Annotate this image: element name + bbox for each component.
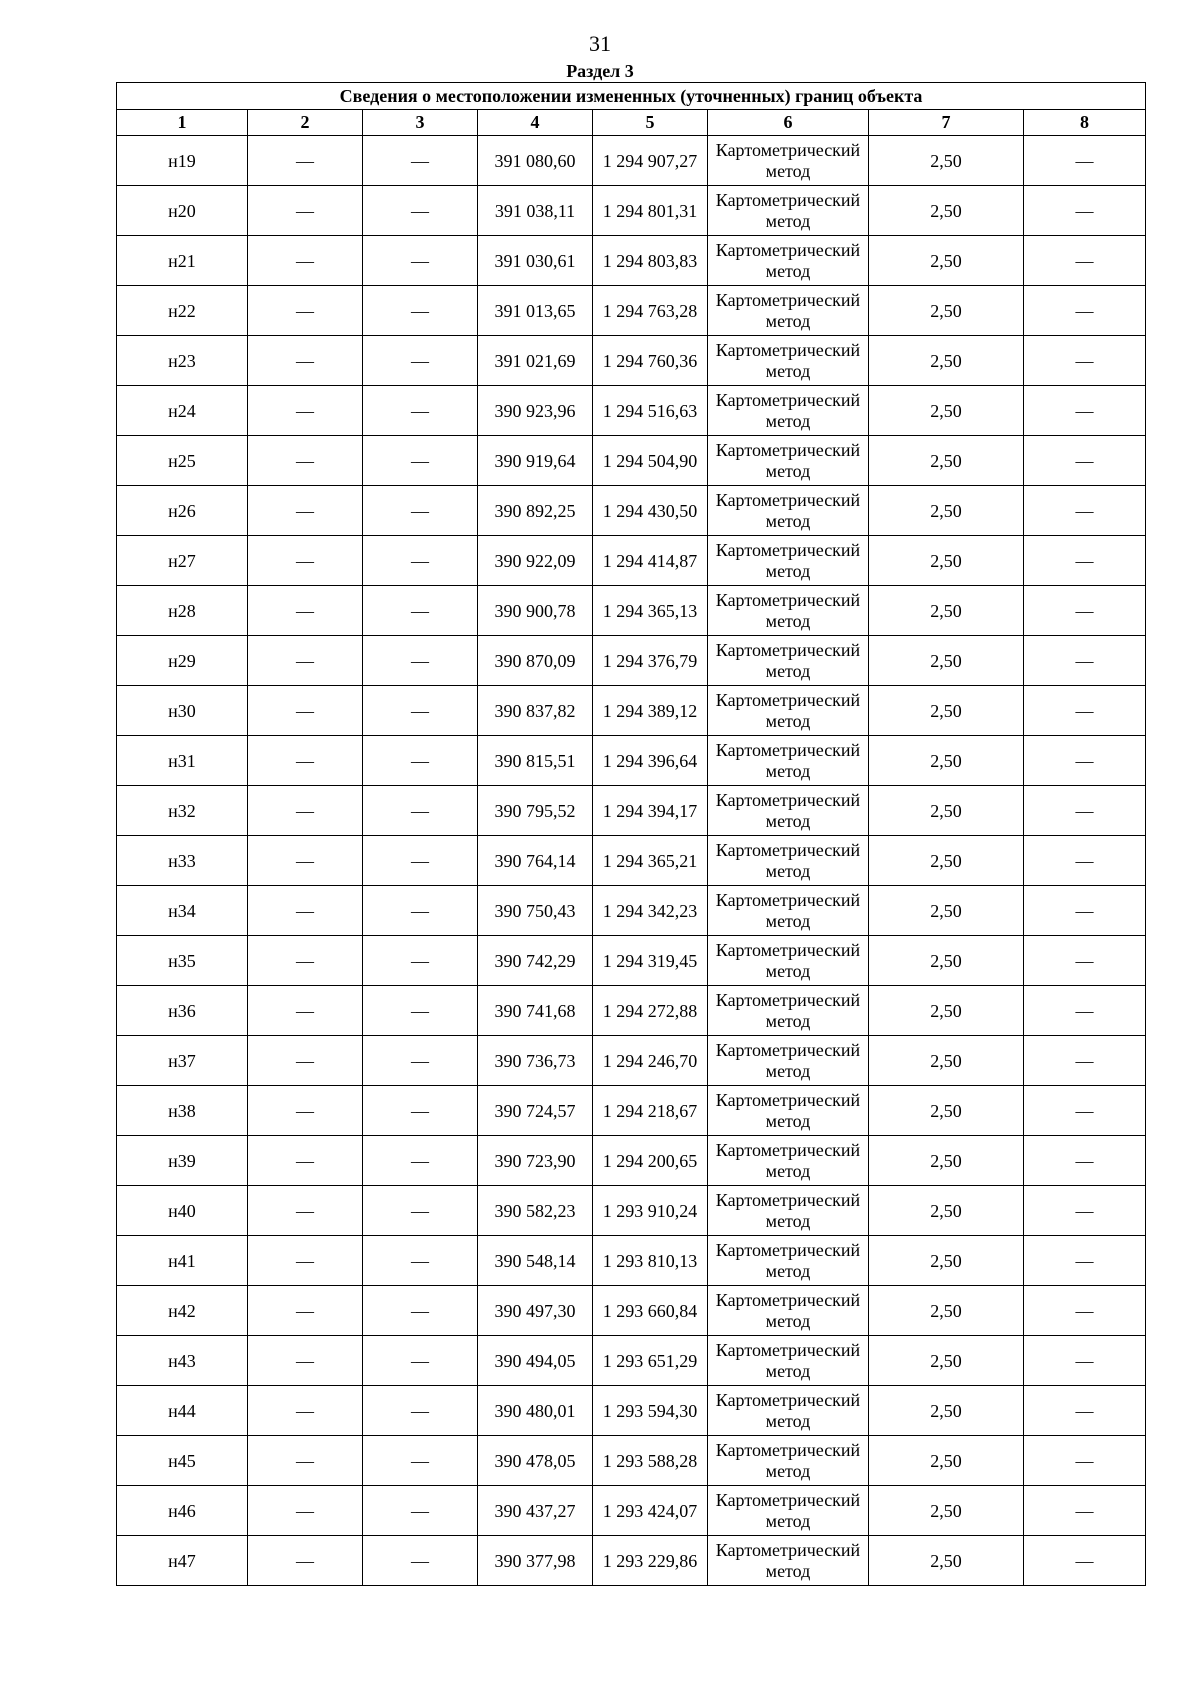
col8-cell: — — [1024, 1336, 1146, 1386]
table-row — [117, 136, 1146, 186]
y-coordinate-cell: 1 294 376,79 — [593, 636, 708, 686]
accuracy-cell: 2,50 — [869, 1086, 1024, 1136]
col8-cell: — — [1024, 136, 1146, 186]
col3-cell: — — [363, 886, 478, 936]
table-row — [117, 1236, 1146, 1286]
col8-cell: — — [1024, 336, 1146, 386]
method-cell: Картометрический метод — [708, 1036, 869, 1086]
col3-cell: — — [363, 336, 478, 386]
table-row — [117, 586, 1146, 636]
y-coordinate-cell: 1 294 272,88 — [593, 986, 708, 1036]
col2-cell: — — [248, 1436, 363, 1486]
col8-cell: — — [1024, 886, 1146, 936]
y-coordinate-cell: 1 294 760,36 — [593, 336, 708, 386]
x-coordinate-cell: 390 900,78 — [478, 586, 593, 636]
point-id-cell: н43 — [117, 1336, 248, 1386]
y-coordinate-cell: 1 294 803,83 — [593, 236, 708, 286]
method-cell: Картометрический метод — [708, 686, 869, 736]
table-row — [117, 1136, 1146, 1186]
col3-cell: — — [363, 936, 478, 986]
accuracy-cell: 2,50 — [869, 1386, 1024, 1436]
accuracy-cell: 2,50 — [869, 636, 1024, 686]
table-row — [117, 1486, 1146, 1536]
col2-cell: — — [248, 686, 363, 736]
y-coordinate-cell: 1 294 389,12 — [593, 686, 708, 736]
col2-cell: — — [248, 436, 363, 486]
x-coordinate-cell: 390 764,14 — [478, 836, 593, 886]
col2-cell: — — [248, 1086, 363, 1136]
y-coordinate-cell: 1 294 319,45 — [593, 936, 708, 986]
point-id-cell: н32 — [117, 786, 248, 836]
point-id-cell: н33 — [117, 836, 248, 886]
accuracy-cell: 2,50 — [869, 1286, 1024, 1336]
col3-cell: — — [363, 636, 478, 686]
col2-cell: — — [248, 536, 363, 586]
table-row — [117, 886, 1146, 936]
col8-cell: — — [1024, 186, 1146, 236]
col3-cell: — — [363, 236, 478, 286]
method-cell: Картометрический метод — [708, 1536, 869, 1586]
point-id-cell: н21 — [117, 236, 248, 286]
y-coordinate-cell: 1 294 907,27 — [593, 136, 708, 186]
col8-cell: — — [1024, 1186, 1146, 1236]
col8-cell: — — [1024, 1386, 1146, 1436]
col3-cell: — — [363, 586, 478, 636]
accuracy-cell: 2,50 — [869, 1136, 1024, 1186]
col2-cell: — — [248, 1036, 363, 1086]
col8-cell: — — [1024, 1086, 1146, 1136]
col2-cell: — — [248, 986, 363, 1036]
accuracy-cell: 2,50 — [869, 436, 1024, 486]
y-coordinate-cell: 1 294 763,28 — [593, 286, 708, 336]
col3-cell: — — [363, 1186, 478, 1236]
accuracy-cell: 2,50 — [869, 486, 1024, 536]
table-row — [117, 986, 1146, 1036]
method-cell: Картометрический метод — [708, 1086, 869, 1136]
col8-cell: — — [1024, 1486, 1146, 1536]
col3-cell: — — [363, 1486, 478, 1536]
y-coordinate-cell: 1 294 342,23 — [593, 886, 708, 936]
col3-cell: — — [363, 1336, 478, 1386]
col3-cell: — — [363, 536, 478, 586]
table-header-row — [117, 110, 1146, 136]
y-coordinate-cell: 1 294 396,64 — [593, 736, 708, 786]
x-coordinate-cell: 390 922,09 — [478, 536, 593, 586]
point-id-cell: н22 — [117, 286, 248, 336]
point-id-cell: н25 — [117, 436, 248, 486]
y-coordinate-cell: 1 293 810,13 — [593, 1236, 708, 1286]
y-coordinate-cell: 1 294 246,70 — [593, 1036, 708, 1086]
x-coordinate-cell: 390 494,05 — [478, 1336, 593, 1386]
col8-cell: — — [1024, 236, 1146, 286]
method-cell: Картометрический метод — [708, 486, 869, 536]
col2-cell: — — [248, 736, 363, 786]
column-header-3: 3 — [363, 110, 478, 136]
column-header-6: 6 — [708, 110, 869, 136]
x-coordinate-cell: 391 013,65 — [478, 286, 593, 336]
x-coordinate-cell: 390 548,14 — [478, 1236, 593, 1286]
col8-cell: — — [1024, 836, 1146, 886]
page-number: 31 — [589, 31, 611, 56]
method-cell: Картометрический метод — [708, 736, 869, 786]
col3-cell: — — [363, 1536, 478, 1586]
col2-cell: — — [248, 586, 363, 636]
point-id-cell: н26 — [117, 486, 248, 536]
col2-cell: — — [248, 186, 363, 236]
col2-cell: — — [248, 886, 363, 936]
x-coordinate-cell: 390 437,27 — [478, 1486, 593, 1536]
table-row — [117, 686, 1146, 736]
table-row — [117, 336, 1146, 386]
column-header-5: 5 — [593, 110, 708, 136]
method-cell: Картометрический метод — [708, 386, 869, 436]
method-cell: Картометрический метод — [708, 1486, 869, 1536]
accuracy-cell: 2,50 — [869, 586, 1024, 636]
col3-cell: — — [363, 1386, 478, 1436]
x-coordinate-cell: 390 582,23 — [478, 1186, 593, 1236]
method-cell: Картометрический метод — [708, 1386, 869, 1436]
col8-cell: — — [1024, 1286, 1146, 1336]
table-row — [117, 386, 1146, 436]
col3-cell: — — [363, 436, 478, 486]
col3-cell: — — [363, 736, 478, 786]
method-cell: Картометрический метод — [708, 136, 869, 186]
y-coordinate-cell: 1 293 229,86 — [593, 1536, 708, 1586]
col3-cell: — — [363, 186, 478, 236]
col2-cell: — — [248, 1386, 363, 1436]
point-id-cell: н46 — [117, 1486, 248, 1536]
column-header-1: 1 — [117, 110, 248, 136]
point-id-cell: н28 — [117, 586, 248, 636]
accuracy-cell: 2,50 — [869, 1236, 1024, 1286]
point-id-cell: н20 — [117, 186, 248, 236]
table-row — [117, 1036, 1146, 1086]
method-cell: Картометрический метод — [708, 586, 869, 636]
table-row — [117, 536, 1146, 586]
x-coordinate-cell: 390 815,51 — [478, 736, 593, 786]
table-row — [117, 236, 1146, 286]
method-cell: Картометрический метод — [708, 936, 869, 986]
col3-cell: — — [363, 1236, 478, 1286]
point-id-cell: н30 — [117, 686, 248, 736]
col3-cell: — — [363, 386, 478, 436]
col3-cell: — — [363, 1136, 478, 1186]
y-coordinate-cell: 1 294 365,13 — [593, 586, 708, 636]
col8-cell: — — [1024, 1036, 1146, 1086]
table-row — [117, 1286, 1146, 1336]
y-coordinate-cell: 1 293 651,29 — [593, 1336, 708, 1386]
accuracy-cell: 2,50 — [869, 1186, 1024, 1236]
accuracy-cell: 2,50 — [869, 786, 1024, 836]
point-id-cell: н38 — [117, 1086, 248, 1136]
col8-cell: — — [1024, 436, 1146, 486]
col8-cell: — — [1024, 486, 1146, 536]
col2-cell: — — [248, 236, 363, 286]
point-id-cell: н39 — [117, 1136, 248, 1186]
method-cell: Картометрический метод — [708, 236, 869, 286]
accuracy-cell: 2,50 — [869, 236, 1024, 286]
col2-cell: — — [248, 1236, 363, 1286]
x-coordinate-cell: 390 750,43 — [478, 886, 593, 936]
col3-cell: — — [363, 786, 478, 836]
column-header-7: 7 — [869, 110, 1024, 136]
col8-cell: — — [1024, 736, 1146, 786]
y-coordinate-cell: 1 294 200,65 — [593, 1136, 708, 1186]
col3-cell: — — [363, 836, 478, 886]
col3-cell: — — [363, 286, 478, 336]
column-header-4: 4 — [478, 110, 593, 136]
point-id-cell: н35 — [117, 936, 248, 986]
accuracy-cell: 2,50 — [869, 836, 1024, 886]
table-body — [117, 136, 1146, 1586]
x-coordinate-cell: 390 919,64 — [478, 436, 593, 486]
method-cell: Картометрический метод — [708, 986, 869, 1036]
x-coordinate-cell: 390 795,52 — [478, 786, 593, 836]
method-cell: Картометрический метод — [708, 336, 869, 386]
accuracy-cell: 2,50 — [869, 1336, 1024, 1386]
x-coordinate-cell: 390 480,01 — [478, 1386, 593, 1436]
x-coordinate-cell: 390 724,57 — [478, 1086, 593, 1136]
accuracy-cell: 2,50 — [869, 736, 1024, 786]
method-cell: Картометрический метод — [708, 1236, 869, 1286]
col8-cell: — — [1024, 1236, 1146, 1286]
table-row — [117, 1086, 1146, 1136]
y-coordinate-cell: 1 294 430,50 — [593, 486, 708, 536]
x-coordinate-cell: 390 892,25 — [478, 486, 593, 536]
col8-cell: — — [1024, 586, 1146, 636]
x-coordinate-cell: 390 837,82 — [478, 686, 593, 736]
point-id-cell: н31 — [117, 736, 248, 786]
col2-cell: — — [248, 836, 363, 886]
y-coordinate-cell: 1 293 660,84 — [593, 1286, 708, 1336]
col8-cell: — — [1024, 386, 1146, 436]
col8-cell: — — [1024, 686, 1146, 736]
y-coordinate-cell: 1 294 504,90 — [593, 436, 708, 486]
point-id-cell: н40 — [117, 1186, 248, 1236]
method-cell: Картометрический метод — [708, 536, 869, 586]
col3-cell: — — [363, 986, 478, 1036]
accuracy-cell: 2,50 — [869, 536, 1024, 586]
col2-cell: — — [248, 1286, 363, 1336]
point-id-cell: н23 — [117, 336, 248, 386]
table-row — [117, 1336, 1146, 1386]
col8-cell: — — [1024, 536, 1146, 586]
accuracy-cell: 2,50 — [869, 1436, 1024, 1486]
accuracy-cell: 2,50 — [869, 986, 1024, 1036]
accuracy-cell: 2,50 — [869, 286, 1024, 336]
point-id-cell: н29 — [117, 636, 248, 686]
col8-cell: — — [1024, 986, 1146, 1036]
col8-cell: — — [1024, 1136, 1146, 1186]
col2-cell: — — [248, 486, 363, 536]
col3-cell: — — [363, 1436, 478, 1486]
table-caption-row — [117, 83, 1146, 110]
point-id-cell: н45 — [117, 1436, 248, 1486]
accuracy-cell: 2,50 — [869, 936, 1024, 986]
table-row — [117, 1436, 1146, 1486]
x-coordinate-cell: 390 741,68 — [478, 986, 593, 1036]
method-cell: Картометрический метод — [708, 436, 869, 486]
col2-cell: — — [248, 336, 363, 386]
accuracy-cell: 2,50 — [869, 1486, 1024, 1536]
point-id-cell: н44 — [117, 1386, 248, 1436]
method-cell: Картометрический метод — [708, 636, 869, 686]
col3-cell: — — [363, 686, 478, 736]
col8-cell: — — [1024, 1536, 1146, 1586]
point-id-cell: н19 — [117, 136, 248, 186]
x-coordinate-cell: 390 742,29 — [478, 936, 593, 986]
boundary-coordinates-table — [116, 82, 1146, 1586]
table-row — [117, 1386, 1146, 1436]
x-coordinate-cell: 390 723,90 — [478, 1136, 593, 1186]
x-coordinate-cell: 390 478,05 — [478, 1436, 593, 1486]
table-row — [117, 786, 1146, 836]
col8-cell: — — [1024, 1436, 1146, 1486]
accuracy-cell: 2,50 — [869, 886, 1024, 936]
accuracy-cell: 2,50 — [869, 1536, 1024, 1586]
col2-cell: — — [248, 1486, 363, 1536]
col2-cell: — — [248, 936, 363, 986]
method-cell: Картометрический метод — [708, 1436, 869, 1486]
x-coordinate-cell: 391 030,61 — [478, 236, 593, 286]
x-coordinate-cell: 390 377,98 — [478, 1536, 593, 1586]
point-id-cell: н34 — [117, 886, 248, 936]
table-row — [117, 736, 1146, 786]
column-header-2: 2 — [248, 110, 363, 136]
col2-cell: — — [248, 386, 363, 436]
x-coordinate-cell: 390 870,09 — [478, 636, 593, 686]
x-coordinate-cell: 390 497,30 — [478, 1286, 593, 1336]
table-row — [117, 936, 1146, 986]
point-id-cell: н24 — [117, 386, 248, 436]
method-cell: Картометрический метод — [708, 836, 869, 886]
table-caption: Сведения о местоположении измененных (уточненных) границ объекта — [117, 83, 1146, 110]
point-id-cell: н42 — [117, 1286, 248, 1336]
col3-cell: — — [363, 1286, 478, 1336]
x-coordinate-cell: 391 021,69 — [478, 336, 593, 386]
table-row — [117, 486, 1146, 536]
col2-cell: — — [248, 636, 363, 686]
x-coordinate-cell: 391 080,60 — [478, 136, 593, 186]
method-cell: Картометрический метод — [708, 186, 869, 236]
table-row — [117, 286, 1146, 336]
y-coordinate-cell: 1 294 414,87 — [593, 536, 708, 586]
section-title: Раздел 3 — [566, 61, 634, 81]
y-coordinate-cell: 1 293 594,30 — [593, 1386, 708, 1436]
accuracy-cell: 2,50 — [869, 1036, 1024, 1086]
col8-cell: — — [1024, 286, 1146, 336]
method-cell: Картометрический метод — [708, 1286, 869, 1336]
y-coordinate-cell: 1 294 394,17 — [593, 786, 708, 836]
col3-cell: — — [363, 1086, 478, 1136]
point-id-cell: н37 — [117, 1036, 248, 1086]
method-cell: Картометрический метод — [708, 286, 869, 336]
col2-cell: — — [248, 786, 363, 836]
col2-cell: — — [248, 1186, 363, 1236]
table-row — [117, 836, 1146, 886]
point-id-cell: н36 — [117, 986, 248, 1036]
point-id-cell: н47 — [117, 1536, 248, 1586]
y-coordinate-cell: 1 293 910,24 — [593, 1186, 708, 1236]
point-id-cell: н41 — [117, 1236, 248, 1286]
y-coordinate-cell: 1 294 365,21 — [593, 836, 708, 886]
y-coordinate-cell: 1 293 588,28 — [593, 1436, 708, 1486]
table-row — [117, 186, 1146, 236]
point-id-cell: н27 — [117, 536, 248, 586]
col2-cell: — — [248, 1336, 363, 1386]
col3-cell: — — [363, 1036, 478, 1086]
accuracy-cell: 2,50 — [869, 136, 1024, 186]
x-coordinate-cell: 391 038,11 — [478, 186, 593, 236]
table-row — [117, 1536, 1146, 1586]
x-coordinate-cell: 390 736,73 — [478, 1036, 593, 1086]
y-coordinate-cell: 1 294 516,63 — [593, 386, 708, 436]
method-cell: Картометрический метод — [708, 1186, 869, 1236]
col3-cell: — — [363, 486, 478, 536]
x-coordinate-cell: 390 923,96 — [478, 386, 593, 436]
accuracy-cell: 2,50 — [869, 186, 1024, 236]
method-cell: Картометрический метод — [708, 1136, 869, 1186]
table-row — [117, 1186, 1146, 1236]
col3-cell: — — [363, 136, 478, 186]
method-cell: Картометрический метод — [708, 786, 869, 836]
y-coordinate-cell: 1 294 801,31 — [593, 186, 708, 236]
y-coordinate-cell: 1 293 424,07 — [593, 1486, 708, 1536]
table-row — [117, 636, 1146, 686]
col8-cell: — — [1024, 936, 1146, 986]
table-row — [117, 436, 1146, 486]
method-cell: Картометрический метод — [708, 1336, 869, 1386]
column-header-8: 8 — [1024, 110, 1146, 136]
method-cell: Картометрический метод — [708, 886, 869, 936]
accuracy-cell: 2,50 — [869, 686, 1024, 736]
col8-cell: — — [1024, 636, 1146, 686]
col2-cell: — — [248, 136, 363, 186]
col2-cell: — — [248, 286, 363, 336]
y-coordinate-cell: 1 294 218,67 — [593, 1086, 708, 1136]
col2-cell: — — [248, 1136, 363, 1186]
accuracy-cell: 2,50 — [869, 386, 1024, 436]
accuracy-cell: 2,50 — [869, 336, 1024, 386]
col2-cell: — — [248, 1536, 363, 1586]
col8-cell: — — [1024, 786, 1146, 836]
